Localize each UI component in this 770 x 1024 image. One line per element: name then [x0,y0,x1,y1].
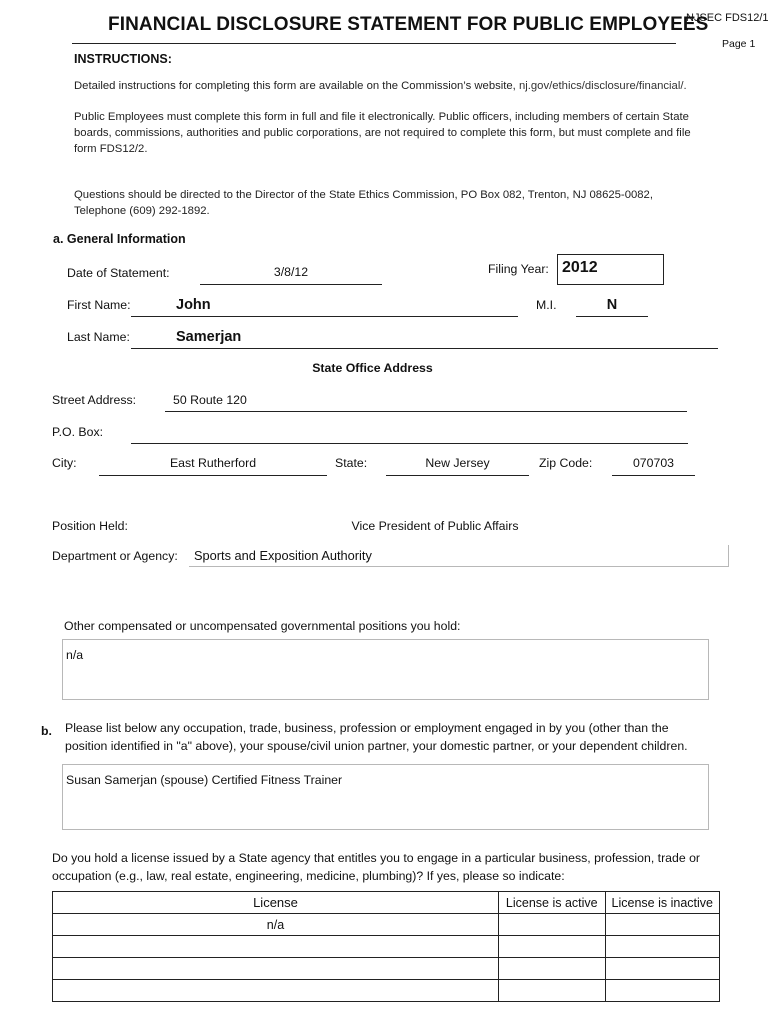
instructions-website-link[interactable]: nj.gov/ethics/disclosure/financial/. [518,80,687,92]
license-question-line: Do you hold a license issued by a State agency that entitles you to engage in a particular business, profession, trade or [52,851,701,865]
instructions-p2-line: boards, commissions, authorities and public corporations, are not required to complete this form, but must complete and file [74,127,691,139]
license-inactive-column-header: License is inactive [605,892,719,914]
instructions-p3-line: Telephone (609) 292-1892. [74,205,210,217]
position-held-field[interactable]: Vice President of Public Affairs [351,519,519,533]
instructions-paragraph-1 [74,78,687,94]
license-name-cell[interactable] [53,980,499,1002]
other-positions-field[interactable] [62,639,709,700]
table-row [53,958,720,980]
street-address-field[interactable]: 50 Route 120 [173,393,247,407]
license-inactive-cell[interactable] [605,980,719,1002]
department-label: Department or Agency: [52,549,178,563]
license-inactive-cell[interactable] [605,958,719,980]
form-id: NJSEC FDS12/1 [686,12,769,24]
first-name-label: First Name: [67,298,131,312]
section-b-question-line: position identified in "a" above), your spouse/civil union partner, your domestic partner, or your dependent children. [65,739,688,753]
filing-year-label: Filing Year: [488,262,549,276]
license-active-cell[interactable] [498,980,605,1002]
other-positions-label: Other compensated or uncompensated governmental positions you hold: [64,619,461,633]
instructions-p2-line: Public Employees must complete this form in full and file it electronically. Public officers, including members of certain State [74,111,689,123]
city-underline [99,475,327,476]
license-inactive-cell[interactable] [605,914,719,936]
state-field[interactable]: New Jersey [425,456,490,470]
street-address-label: Street Address: [52,393,137,407]
state-underline [386,475,529,476]
license-question-line: occupation (e.g., law, real estate, engineering, medicine, plumbing)? If yes, please so indicate: [52,869,565,883]
section-b-marker: b. [41,724,52,738]
zip-underline [612,475,695,476]
page-number: Page 1 [722,38,756,50]
general-info-heading: a. General Information [53,232,186,246]
section-b-question [65,719,688,755]
license-column-header: License [53,892,499,914]
last-name-field[interactable]: Samerjan [176,329,242,345]
license-inactive-cell[interactable] [605,936,719,958]
filing-year-value: 2012 [562,259,598,276]
form-title: FINANCIAL DISCLOSURE STATEMENT FOR PUBLIC EMPLOYEES [108,14,709,35]
first-name-field[interactable]: John [176,297,211,313]
other-positions-value: n/a [66,648,84,662]
date-underline [200,284,382,285]
instructions-paragraph-2 [74,109,691,157]
filing-year-field[interactable] [557,254,664,285]
license-active-column-header: License is active [498,892,605,914]
city-label: City: [52,456,77,470]
occupation-value: Susan Samerjan (spouse) Certified Fitness Trainer [66,773,343,787]
license-table-header [53,892,720,914]
date-of-statement-label: Date of Statement: [67,266,170,280]
table-row [53,914,720,936]
instructions-p1-text: Detailed instructions for completing this form are available on the Commission’s website, [74,80,516,92]
position-held-label: Position Held: [52,519,128,533]
department-field[interactable] [189,545,729,567]
first-name-underline [131,316,518,317]
license-table [52,891,720,1002]
title-rule [72,43,676,44]
city-field[interactable]: East Rutherford [169,456,257,470]
po-box-underline [131,443,688,444]
section-b-question-line: Please list below any occupation, trade, business, profession or employment engaged in by you (other than the [65,721,669,735]
license-name-cell[interactable]: n/a [53,914,499,936]
table-row [53,936,720,958]
state-office-address-heading: State Office Address [312,361,433,375]
zip-code-label: Zip Code: [539,456,593,470]
license-question [52,849,700,885]
instructions-paragraph-3 [74,187,653,219]
instructions-p2-line: form FDS12/2. [74,143,148,155]
last-name-label: Last Name: [67,330,130,344]
date-of-statement-field[interactable]: 3/8/12 [273,265,309,279]
last-name-underline [131,348,718,349]
license-name-cell[interactable] [53,936,499,958]
instructions-p3-line: Questions should be directed to the Director of the State Ethics Commission, PO Box 082, Trenton, NJ 08625-0082, [74,189,653,201]
license-active-cell[interactable] [498,914,605,936]
street-underline [165,411,687,412]
department-value: Sports and Exposition Authority [194,548,372,563]
table-row [53,980,720,1002]
zip-code-field[interactable]: 070703 [632,456,675,470]
mi-underline [576,316,648,317]
license-active-cell[interactable] [498,958,605,980]
state-label: State: [335,456,368,470]
mi-field[interactable]: N [606,297,618,313]
occupation-field[interactable] [62,764,709,830]
license-active-cell[interactable] [498,936,605,958]
instructions-heading: INSTRUCTIONS: [74,52,172,66]
po-box-label: P.O. Box: [52,425,104,439]
license-name-cell[interactable] [53,958,499,980]
mi-label: M.I. [536,298,557,312]
